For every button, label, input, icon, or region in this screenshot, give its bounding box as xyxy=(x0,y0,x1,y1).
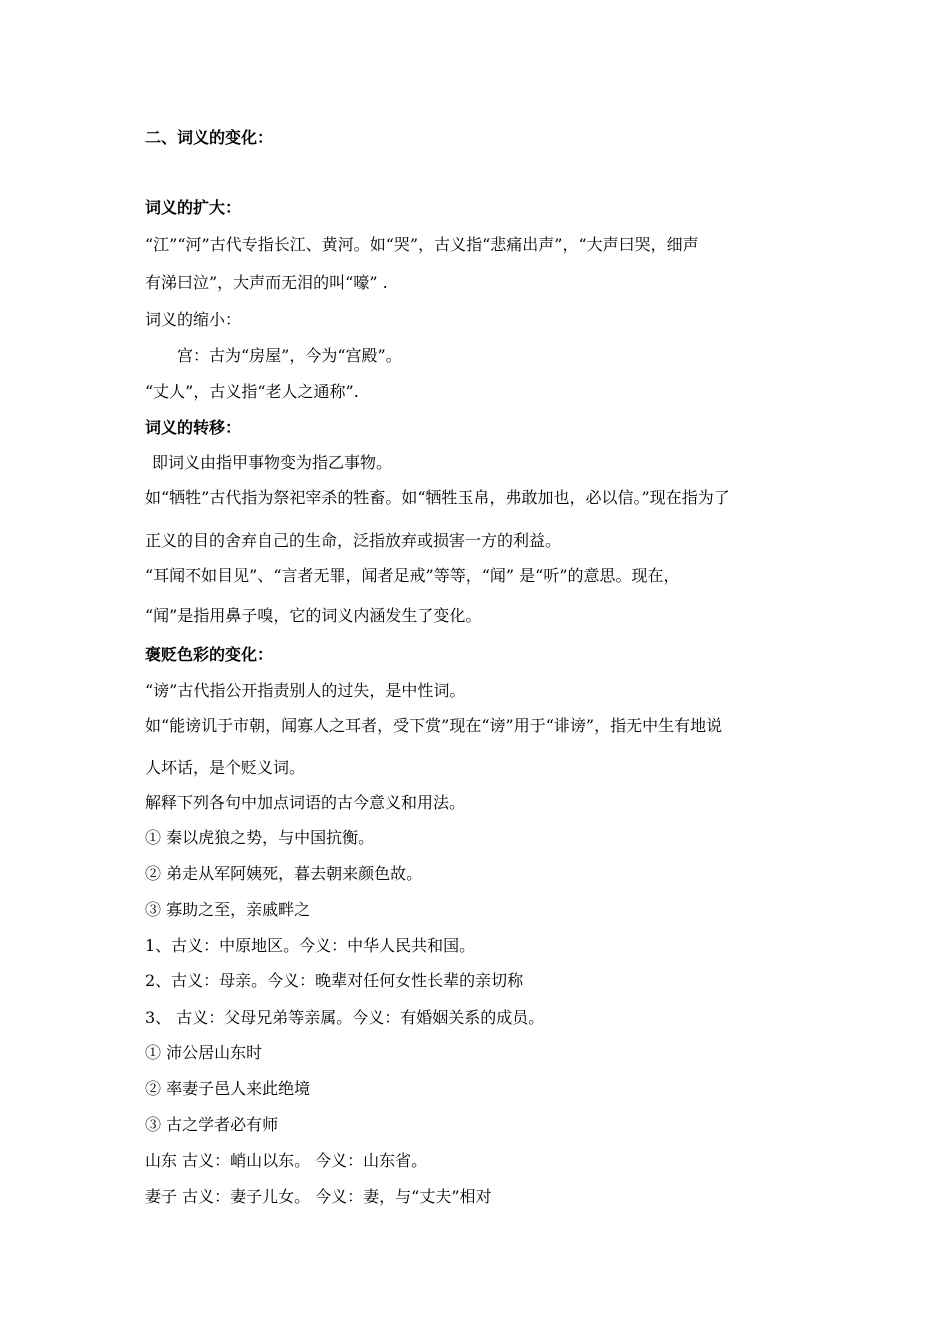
paragraph-line: 有涕曰泣”，大声而无泪的叫“嚎” . xyxy=(145,273,388,292)
paragraph-line: 如“牺牲”古代指为祭祀宰杀的牲畜。如“牺牲玉帛，弗敢加也，必以信。”现在指为了 xyxy=(145,488,730,507)
answer-item: 2、古义：母亲。今义：晚辈对任何女性长辈的亲切称 xyxy=(145,971,524,990)
exercise-item: ① 沛公居山东时 xyxy=(145,1043,263,1062)
section-heading: 二、词义的变化： xyxy=(145,128,274,147)
subheading-broadening: 词义的扩大： xyxy=(145,198,242,217)
exercise-item: ② 率妻子邑人来此绝境 xyxy=(145,1079,311,1098)
paragraph-line: “谤”古代指公开指责别人的过失，是中性词。 xyxy=(145,681,466,700)
exercise-item: ③ 寡助之至，亲戚畔之 xyxy=(145,900,311,919)
answer-item: 1、古义：中原地区。今义：中华人民共和国。 xyxy=(145,936,476,955)
paragraph-line: 如“能谤讥于市朝，闻寡人之耳者，受下赏”现在“谤”用于“诽谤”，指无中生有地说 xyxy=(145,716,723,735)
answer-item: 妻子 古义：妻子儿女。 今义：妻，与“丈夫”相对 xyxy=(145,1187,492,1206)
subheading-shift: 词义的转移： xyxy=(145,418,242,437)
paragraph-line: 正义的目的舍弃自己的生命，泛指放弃或损害一方的利益。 xyxy=(145,531,562,550)
exercise-item: ① 秦以虎狼之势，与中国抗衡。 xyxy=(145,828,375,847)
paragraph-line: “丈人”，古义指“老人之通称”. xyxy=(145,382,359,401)
paragraph-line: “闻”是指用鼻子嗅，它的词义内涵发生了变化。 xyxy=(145,606,482,625)
paragraph-line: 即词义由指甲事物变为指乙事物。 xyxy=(152,453,393,472)
exercise-item: ③ 古之学者必有师 xyxy=(145,1115,279,1134)
exercise-instruction: 解释下列各句中加点词语的古今意义和用法。 xyxy=(145,793,466,812)
answer-item: 3、 古义：父母兄弟等亲属。今义：有婚姻关系的成员。 xyxy=(145,1008,545,1027)
subheading-connotation: 褒贬色彩的变化： xyxy=(145,645,274,664)
paragraph-line: “江”“河”古代专指长江、黄河。如“哭”，古义指“悲痛出声”，“大声曰哭，细声 xyxy=(145,235,699,254)
answer-item: 山东 古义：峭山以东。 今义：山东省。 xyxy=(145,1151,428,1170)
subheading-narrowing: 词义的缩小： xyxy=(145,310,242,329)
paragraph-line: 人坏话，是个贬义词。 xyxy=(145,758,306,777)
paragraph-line: “耳闻不如目见”、“言者无罪，闻者足戒”等等，“闻” 是“听”的意思。现在， xyxy=(145,566,680,585)
exercise-item: ② 弟走从军阿姨死，暮去朝来颜色故。 xyxy=(145,864,423,883)
paragraph-line: 宫：古为“房屋”，今为“宫殿”。 xyxy=(177,346,402,365)
